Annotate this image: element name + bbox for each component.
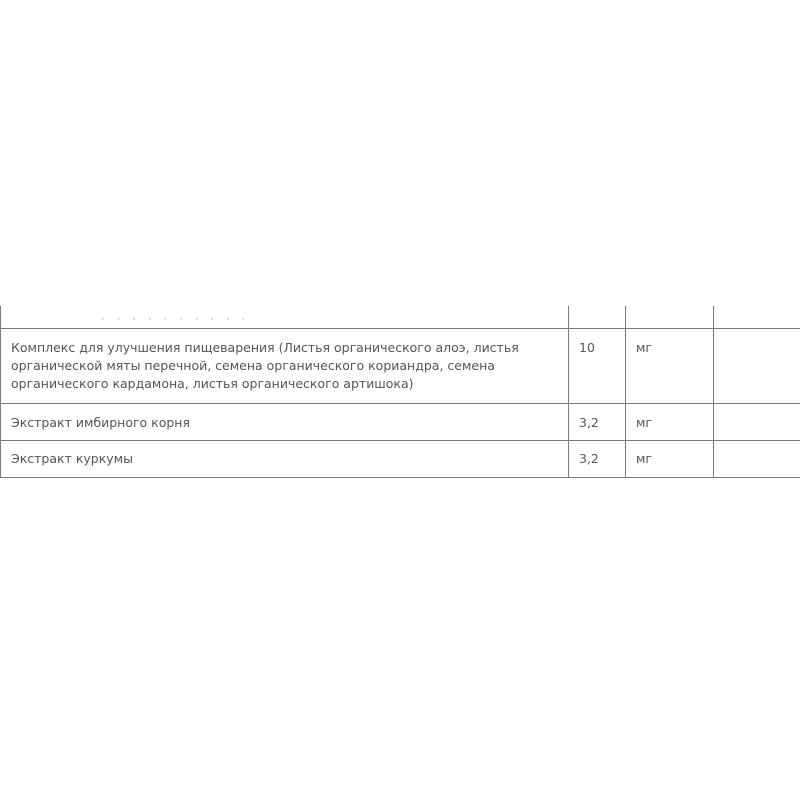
table-row (1, 441, 800, 478)
table-row-clipped (1, 306, 800, 329)
clipped-extra-cell (714, 306, 800, 329)
ingredient-unit-cell: мг (626, 329, 714, 404)
table-row (1, 404, 800, 441)
clipped-unit-cell (626, 306, 714, 329)
ingredient-extra-cell (714, 441, 800, 478)
clipped-row-text: · · · · · · · · · · (101, 312, 250, 326)
ingredient-name-cell: Экстракт куркумы (1, 441, 569, 478)
table-row (1, 329, 800, 404)
clipped-name-cell (1, 306, 569, 329)
clipped-amount-cell (569, 306, 626, 329)
ingredient-amount-cell: 10 (569, 329, 626, 404)
ingredient-name-cell: Экстракт имбирного корня (1, 404, 569, 441)
ingredient-name-cell: Комплекс для улучшения пищеварения (Листья органического алоэ, листья органической мяты перечной, семена органического кориандра, семена органического кардамона, листья органического артишока) (1, 329, 569, 404)
ingredient-amount-cell: 3,2 (569, 404, 626, 441)
ingredient-extra-cell (714, 329, 800, 404)
ingredient-amount-cell: 3,2 (569, 441, 626, 478)
ingredient-extra-cell (714, 404, 800, 441)
ingredient-unit-cell: мг (626, 404, 714, 441)
ingredients-table (0, 306, 800, 478)
ingredients-table-container (0, 306, 800, 478)
ingredient-unit-cell: мг (626, 441, 714, 478)
